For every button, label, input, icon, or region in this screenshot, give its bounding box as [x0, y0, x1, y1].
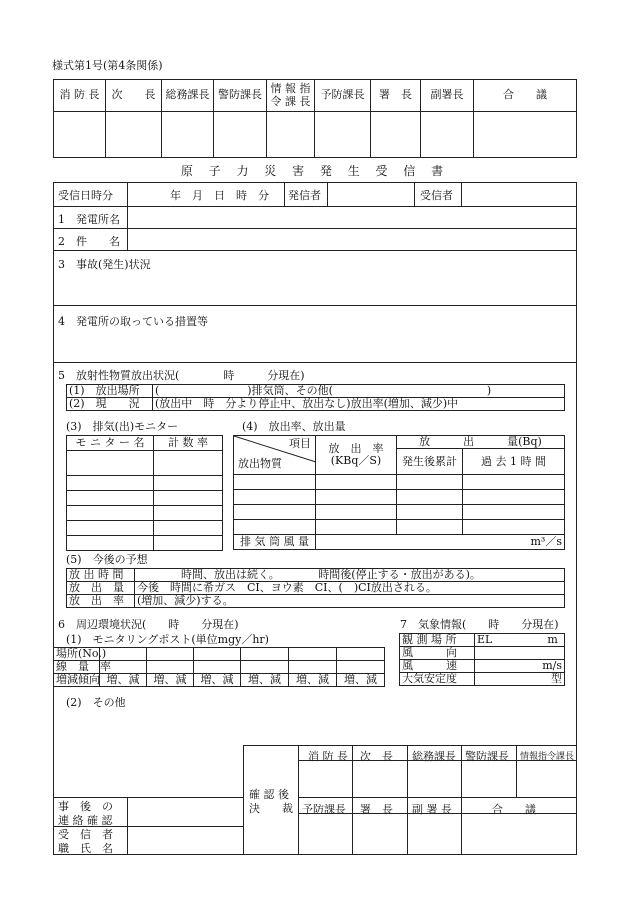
monitor-cell[interactable]: [154, 491, 223, 506]
stamp-cell[interactable]: [474, 112, 577, 158]
rate-cell[interactable]: [463, 505, 565, 520]
stack-flow-label: 排 気 筒 風 量: [234, 535, 316, 550]
wind-direction-label: 風 向: [400, 647, 475, 660]
post-cell[interactable]: [289, 648, 337, 661]
forecast-amount-label: 放 出 量: [67, 582, 135, 595]
stamp-cell[interactable]: [214, 112, 267, 158]
accident-status-label: 3 事故(発生)状況: [58, 258, 151, 271]
monitor-name-header: モ ニ タ ー 名: [67, 436, 154, 451]
followup-label: 事 後 の 連 絡 確 認: [58, 800, 113, 827]
monitor-cell[interactable]: [154, 506, 223, 521]
substance-label: 放出物質: [238, 457, 282, 470]
observation-site-label: 観 測 場 所: [400, 634, 475, 647]
stability-label: 大気安定度: [400, 673, 475, 686]
monitor-table: [66, 435, 223, 551]
post-cell[interactable]: [241, 661, 289, 674]
rate-cell[interactable]: [234, 490, 316, 505]
rate-table: [233, 435, 565, 550]
release-status-value[interactable]: (放出中 時 分より停止中、放出なし)放出率(増加、減少)中: [153, 398, 565, 411]
trend-cell[interactable]: 増、減: [194, 674, 241, 687]
rate-cell[interactable]: [397, 475, 463, 490]
form-id: 様式第1号(第4条関係): [52, 59, 163, 72]
post-cell[interactable]: [147, 661, 194, 674]
monitor-cell[interactable]: [67, 536, 154, 551]
item-substance-header: [234, 436, 316, 475]
wind-direction-value[interactable]: [475, 647, 565, 660]
rate-cell[interactable]: [316, 475, 397, 490]
rate-cell[interactable]: [316, 520, 397, 535]
confirm-top-header-1: 次 長: [360, 750, 393, 763]
weather-table: [399, 633, 565, 686]
post-cell[interactable]: [289, 661, 337, 674]
release-heading: 5 放射性物質放出状況( 時 分現在): [58, 369, 305, 382]
post-cell[interactable]: [194, 661, 241, 674]
amount-header: 放 出 量(Bq): [397, 436, 565, 449]
observation-site-value[interactable]: EL m: [475, 634, 565, 647]
confirm-top-header-0: 消 防 長: [308, 750, 348, 763]
approval-header-4: 情 報 指 令 課 長: [267, 80, 315, 112]
forecast-heading: (5) 今後の予想: [66, 553, 148, 566]
release-location-value[interactable]: ( )排気筒、その他( ): [153, 385, 565, 398]
rate-header: 放 出 率 (KBq／S): [316, 436, 397, 475]
trend-cell[interactable]: 増、減: [147, 674, 194, 687]
confirm-approval-label: 確 認 後 決 裁: [249, 788, 293, 816]
approval-header-8: 合 議: [474, 80, 577, 112]
rate-cell[interactable]: [463, 475, 565, 490]
rate-cell[interactable]: [316, 490, 397, 505]
plant-name-label: 1 発電所名: [58, 213, 120, 226]
subject-label: 2 件 名: [58, 235, 120, 248]
monitor-cell[interactable]: [67, 451, 154, 476]
forecast-duration-label: 放 出 時 間: [67, 569, 135, 582]
post-cell[interactable]: [100, 648, 147, 661]
rate-cell[interactable]: [234, 520, 316, 535]
trend-cell[interactable]: 増、減: [100, 674, 147, 687]
approval-header-7: 副署長: [421, 80, 474, 112]
environment-heading: 6 周辺環境状況( 時 分現在): [58, 618, 239, 631]
cumulative-header: 発生後累計: [397, 449, 463, 475]
receiver-name-label: 受 信 者 職 氏 名: [58, 828, 113, 855]
post-cell[interactable]: [241, 648, 289, 661]
trend-cell[interactable]: 増、減: [337, 674, 385, 687]
measures-label: 4 発電所の取っている措置等: [58, 315, 208, 328]
place-label: 場所(No.): [54, 648, 100, 661]
monitor-cell[interactable]: [154, 476, 223, 491]
monitor-cell[interactable]: [67, 476, 154, 491]
reception-datetime-value[interactable]: 年 月 日 時 分: [170, 189, 269, 202]
confirm-bottom-header-0: 予防課長: [302, 803, 346, 816]
trend-label: 増減傾向: [54, 674, 100, 687]
confirm-top-header-4: 情報指令課長: [520, 752, 575, 762]
release-location-table: [66, 384, 565, 411]
confirm-bottom-header-1: 署 長: [360, 803, 393, 816]
monitoring-post-heading: (1) モニタリングポスト(単位mgy／hr): [66, 633, 269, 646]
trend-cell[interactable]: 増、減: [289, 674, 337, 687]
monitor-cell[interactable]: [67, 521, 154, 536]
sender-label: 発信者: [288, 189, 321, 202]
post-cell[interactable]: [337, 648, 385, 661]
trend-cell[interactable]: 増、減: [241, 674, 289, 687]
post-cell[interactable]: [147, 648, 194, 661]
monitor-heading: (3) 排気(出)モニター: [66, 420, 179, 433]
item-label: 項目: [289, 437, 311, 450]
approval-table: [53, 79, 577, 158]
monitor-cell[interactable]: [154, 536, 223, 551]
monitor-cell[interactable]: [67, 491, 154, 506]
stamp-cell[interactable]: [371, 112, 421, 158]
monitor-cell[interactable]: [67, 506, 154, 521]
forecast-duration-value[interactable]: 時間、放出は続く。 時間後(停止する・放出がある)。: [135, 569, 565, 582]
monitoring-post-table: [53, 647, 385, 687]
approval-header-5: 予防課長: [315, 80, 371, 112]
forecast-amount-value[interactable]: 今後 時間に希ガス CI、ヨウ素 CI、( )CI放出される。: [135, 582, 565, 595]
stamp-cell[interactable]: [267, 112, 315, 158]
rate-cell[interactable]: [463, 490, 565, 505]
stamp-cell[interactable]: [421, 112, 474, 158]
rate-cell[interactable]: [234, 505, 316, 520]
approval-header-6: 署 長: [371, 80, 421, 112]
release-location-label: (1) 放出場所: [67, 385, 153, 398]
document-title: 原 子 力 災 害 発 生 受 信 書: [180, 164, 450, 178]
monitor-cell[interactable]: [154, 451, 223, 476]
dose-rate-label: 線 量 率: [54, 661, 100, 674]
stamp-cell[interactable]: [54, 112, 106, 158]
approval-header-0: 消 防 長: [54, 80, 106, 112]
other-label: (2) その他: [66, 696, 126, 709]
monitor-cell[interactable]: [154, 521, 223, 536]
rate-cell[interactable]: [234, 475, 316, 490]
approval-header-3: 警防課長: [214, 80, 267, 112]
stamp-cell[interactable]: [315, 112, 371, 158]
wind-speed-label: 風 速: [400, 660, 475, 673]
forecast-rate-value[interactable]: (増加、減少)する。: [135, 595, 565, 608]
approval-header-2: 総務課長: [162, 80, 214, 112]
confirm-top-header-3: 警防課長: [465, 750, 509, 763]
post-cell[interactable]: [194, 648, 241, 661]
receiver-label: 受信者: [420, 189, 453, 202]
stability-value[interactable]: 型: [475, 673, 565, 686]
forecast-rate-label: 放 出 率: [67, 595, 135, 608]
stack-flow-unit[interactable]: m³／s: [316, 535, 565, 550]
rate-cell[interactable]: [397, 490, 463, 505]
weather-heading: 7 気象情報( 時 分現在): [400, 618, 559, 631]
past-hour-header: 過 去 1 時 間: [463, 449, 565, 475]
confirm-top-header-2: 総務課長: [412, 750, 456, 763]
rate-cell[interactable]: [463, 520, 565, 535]
stamp-cell[interactable]: [106, 112, 162, 158]
rate-cell[interactable]: [397, 520, 463, 535]
stamp-cell[interactable]: [162, 112, 214, 158]
confirm-bottom-header-3: 合 議: [492, 803, 536, 816]
wind-speed-value[interactable]: m/s: [475, 660, 565, 673]
approval-header-1: 次 長: [106, 80, 162, 112]
count-rate-header: 計 数 率: [154, 436, 223, 451]
reception-datetime-label: 受信日時分: [58, 189, 113, 202]
release-status-label: (2) 現 況: [67, 398, 153, 411]
rate-heading: (4) 放出率、放出量: [242, 420, 346, 433]
rate-cell[interactable]: [316, 505, 397, 520]
post-cell[interactable]: [337, 661, 385, 674]
rate-cell[interactable]: [397, 505, 463, 520]
confirm-bottom-header-2: 副 署 長: [412, 803, 452, 816]
forecast-table: [66, 568, 565, 608]
